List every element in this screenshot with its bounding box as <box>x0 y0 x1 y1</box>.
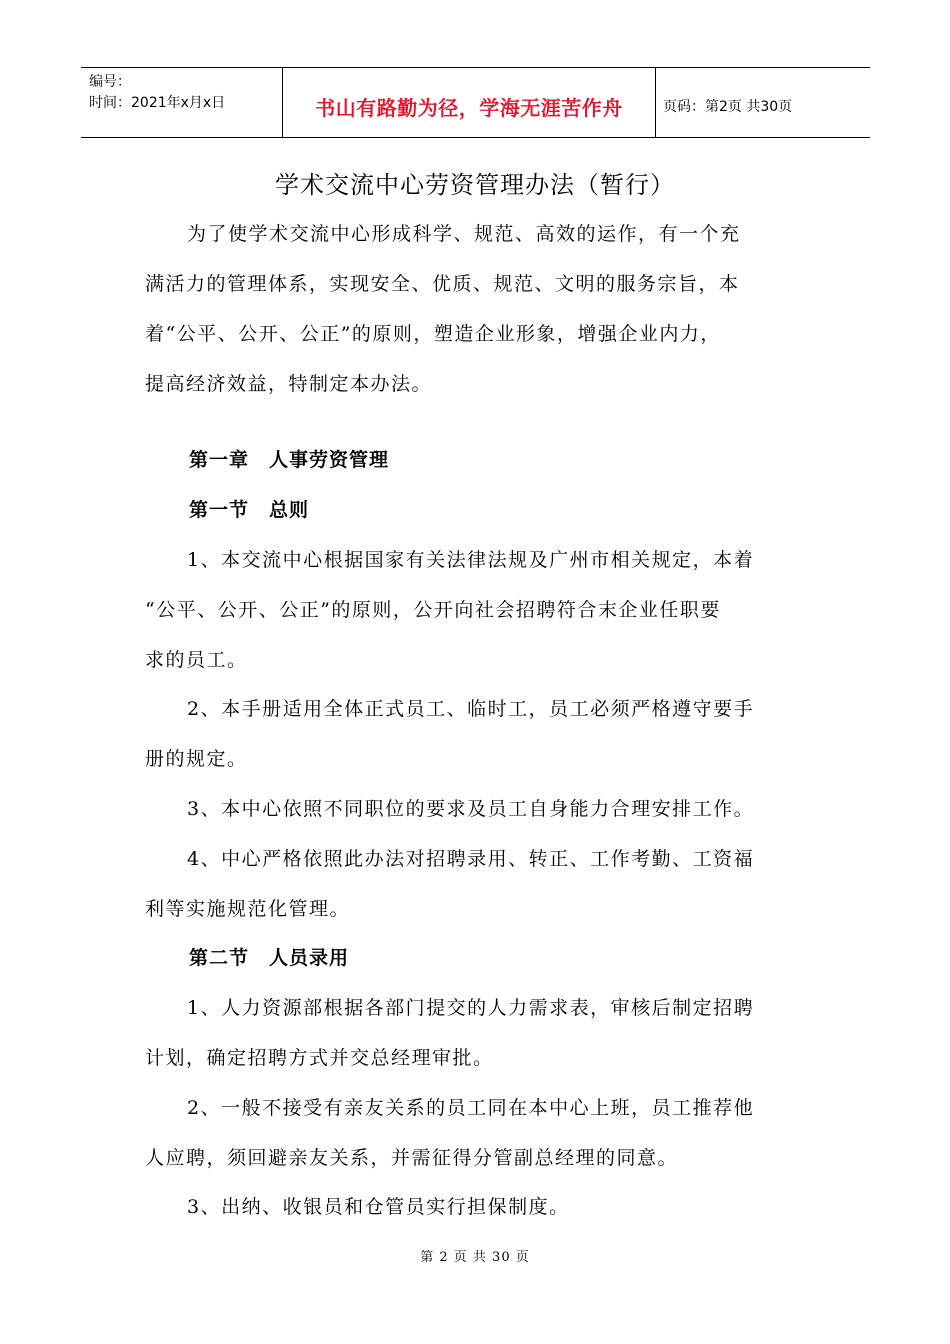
time-label: 时间：2021年x月x日 <box>89 95 226 111</box>
page-info: 页码：第2页 共30页 <box>663 98 793 115</box>
list-item-line: 1、人力资源部根据各部门提交的人力需求表，审核后制定招聘 <box>187 997 755 1019</box>
list-item-line: 人应聘，须回避亲友关系，并需征得分管副总经理的同意。 <box>145 1147 679 1169</box>
chapter-heading: 第一章 人事劳资管理 <box>189 449 390 471</box>
list-item-line: 利等实施规范化管理。 <box>145 898 351 920</box>
header-meta-cell <box>81 68 283 137</box>
motto-text: 书山有路勤为径，学海无涯苦作舟 <box>315 96 623 120</box>
list-item-line: 1、本交流中心根据国家有关法律法规及广州市相关规定，本着 <box>187 549 755 571</box>
intro-line: 为了使学术交流中心形成科学、规范、高效的运作，有一个充 <box>187 223 741 245</box>
list-item-line: 2、本手册适用全体正式员工、临时工，员工必须严格遵守要手 <box>187 698 755 720</box>
header-page-cell <box>656 68 870 137</box>
list-item-line: 求的员工。 <box>145 649 248 671</box>
intro-line: 满活力的管理体系，实现安全、优质、规范、文明的服务宗旨，本 <box>145 273 740 295</box>
list-item-line: “公平、公开、公正”的原则，公开向社会招聘符合末企业任职要 <box>145 599 721 621</box>
list-item-line: 3、出纳、收银员和仓管员实行担保制度。 <box>187 1196 570 1218</box>
section-heading: 第一节 总则 <box>189 499 310 521</box>
number-label: 编号： <box>89 74 131 90</box>
intro-line: 提高经济效益，特制定本办法。 <box>145 373 433 395</box>
intro-line: 着“公平、公开、公正”的原则，塑造企业形象，增强企业内力， <box>145 323 721 345</box>
list-item-line: 3、本中心依照不同职位的要求及员工自身能力合理安排工作。 <box>187 798 755 820</box>
list-item-line: 计划，确定招聘方式并交总经理审批。 <box>145 1047 494 1069</box>
list-item-line: 册的规定。 <box>145 748 248 770</box>
document-title: 学术交流中心劳资管理办法（暂行） <box>275 171 675 199</box>
header-motto-cell <box>283 68 656 137</box>
document-header <box>81 67 870 138</box>
list-item-line: 2、一般不接受有亲友关系的员工同在本中心上班，员工推荐他 <box>187 1097 755 1119</box>
section-heading: 第二节 人员录用 <box>189 947 350 969</box>
page-footer: 第 2 页 共 30 页 <box>420 1250 530 1265</box>
list-item-line: 4、中心严格依照此办法对招聘录用、转正、工作考勤、工资福 <box>187 848 755 870</box>
